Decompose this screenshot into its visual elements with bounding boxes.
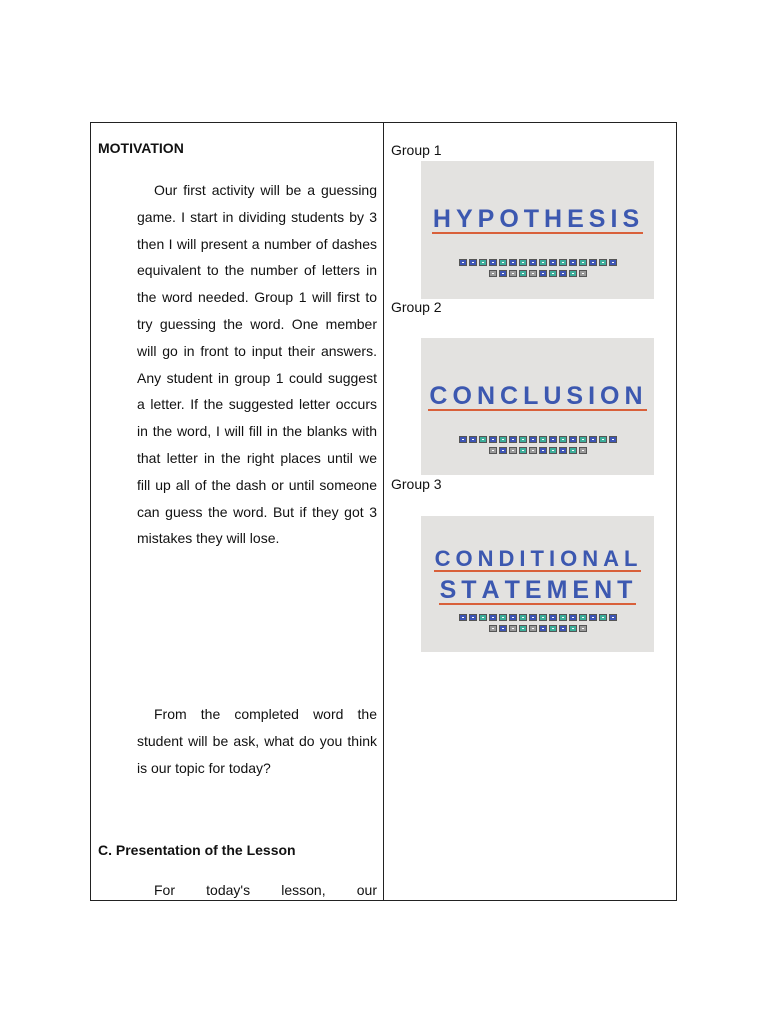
letter-key <box>509 447 517 454</box>
letter-key <box>499 447 507 454</box>
letter-key <box>459 436 467 443</box>
puzzle-letter: T <box>617 576 636 604</box>
puzzle-letter: O <box>452 382 475 410</box>
letter-key <box>499 625 507 632</box>
letter-key <box>459 259 467 266</box>
letter-key <box>499 259 507 266</box>
letter-key <box>519 625 527 632</box>
letter-key <box>559 614 567 621</box>
puzzle-letter: N <box>594 576 616 604</box>
keyboard-row <box>421 436 654 445</box>
group-3-hangman-puzzle <box>421 516 654 652</box>
puzzle-letter: T <box>461 576 480 604</box>
letter-key <box>519 270 527 277</box>
letter-key <box>589 614 597 621</box>
letter-key <box>529 614 537 621</box>
puzzle-letter: L <box>623 546 641 571</box>
letter-key <box>469 436 477 443</box>
letter-key <box>579 447 587 454</box>
puzzle-letter: T <box>530 546 547 571</box>
letter-key <box>569 447 577 454</box>
letter-key <box>569 270 577 277</box>
keyboard-row <box>421 447 654 456</box>
letter-key <box>569 436 577 443</box>
puzzle-letter: C <box>500 382 522 410</box>
letter-key <box>529 447 537 454</box>
letter-key <box>479 436 487 443</box>
puzzle-letter: D <box>498 546 518 571</box>
letter-key <box>539 625 547 632</box>
letter-key <box>489 614 497 621</box>
puzzle-letter: H <box>432 205 454 233</box>
letter-key <box>559 270 567 277</box>
letter-key <box>479 614 487 621</box>
letter-key <box>609 614 617 621</box>
puzzle-letter: N <box>624 382 646 410</box>
puzzle-letter: O <box>499 205 522 233</box>
letter-key <box>589 259 597 266</box>
letter-key <box>589 436 597 443</box>
letter-key <box>529 259 537 266</box>
puzzle-letter: T <box>523 205 543 233</box>
group-3-letter-keyboard <box>421 614 654 636</box>
presentation-heading: C. Presentation of the Lesson <box>98 842 296 858</box>
activity-description: Our first activity will be a guessing game. I start in dividing students by 3 then I will present a number of dashes equivalent to the number of letters in the word needed. Group 1 will first to try guessing the word. One member will go in front to input their answers. Any student in group 1 could suggest a letter. If the suggested letter occurs in the word, I will fill in the blanks with that letter in the right places until we fill up all of the dash or until someone can guess the word. But if they got 3 mistakes they will lose. <box>137 182 377 547</box>
letter-key <box>609 259 617 266</box>
letter-key <box>529 625 537 632</box>
puzzle-letter: O <box>600 382 623 410</box>
letter-key <box>519 447 527 454</box>
puzzle-letter: O <box>560 546 581 571</box>
letter-key <box>559 259 567 266</box>
puzzle-letter: O <box>455 546 476 571</box>
puzzle-letter: H <box>544 205 566 233</box>
puzzle-letter: N <box>477 546 497 571</box>
topic-question: From the completed word the student will be ask, what do you think is our topic for today? <box>137 706 377 776</box>
letter-key <box>499 614 507 621</box>
letter-key <box>479 259 487 266</box>
letter-key <box>579 625 587 632</box>
letter-key <box>469 614 477 621</box>
letter-key <box>509 436 517 443</box>
letter-key <box>489 447 497 454</box>
letter-key <box>599 614 607 621</box>
puzzle-letter: L <box>523 382 542 410</box>
letter-key <box>469 259 477 266</box>
letter-key <box>509 625 517 632</box>
group-2-word <box>421 382 654 411</box>
puzzle-letter: S <box>622 205 643 233</box>
letter-key <box>519 614 527 621</box>
letter-key <box>609 436 617 443</box>
group-3-word-line-2 <box>421 576 654 605</box>
letter-key <box>539 259 547 266</box>
puzzle-letter: N <box>582 546 602 571</box>
letter-key <box>599 436 607 443</box>
puzzle-letter: I <box>588 382 599 410</box>
letter-key <box>499 270 507 277</box>
puzzle-letter: A <box>603 546 622 571</box>
letter-key <box>579 436 587 443</box>
keyboard-row <box>421 259 654 268</box>
puzzle-letter: Y <box>455 205 476 233</box>
keyboard-row <box>421 614 654 623</box>
puzzle-letter: C <box>429 382 451 410</box>
puzzle-letter: P <box>477 205 498 233</box>
puzzle-letter: E <box>524 576 545 604</box>
letter-key <box>459 614 467 621</box>
letter-key <box>539 436 547 443</box>
group-3-word-line-1 <box>421 546 654 572</box>
puzzle-letter: I <box>519 546 529 571</box>
letter-key <box>599 259 607 266</box>
letter-key <box>549 436 557 443</box>
letter-key <box>559 625 567 632</box>
group-3-label: Group 3 <box>391 476 442 492</box>
group-1-letter-keyboard <box>421 259 654 281</box>
letter-key <box>539 447 547 454</box>
lesson-plan-table <box>90 122 677 901</box>
group-2-label: Group 2 <box>391 299 442 315</box>
letter-key <box>569 625 577 632</box>
letter-key <box>509 270 517 277</box>
motivation-heading: MOTIVATION <box>98 140 184 156</box>
letter-key <box>529 436 537 443</box>
letter-key <box>549 447 557 454</box>
puzzle-letter: U <box>543 382 565 410</box>
letter-key <box>529 270 537 277</box>
puzzle-letter: T <box>504 576 523 604</box>
letter-key <box>549 614 557 621</box>
puzzle-letter: E <box>572 576 593 604</box>
group-1-word <box>421 205 654 234</box>
group-2-letter-keyboard <box>421 436 654 458</box>
left-column <box>91 123 384 900</box>
presentation-text: For today's lesson, our <box>154 882 377 898</box>
keyboard-row <box>421 270 654 279</box>
group-1-hangman-puzzle <box>421 161 654 299</box>
letter-key <box>539 270 547 277</box>
letter-key <box>519 259 527 266</box>
puzzle-letter: C <box>434 546 454 571</box>
puzzle-letter: I <box>610 205 621 233</box>
puzzle-letter: S <box>588 205 609 233</box>
puzzle-letter: M <box>546 576 571 604</box>
letter-key <box>519 436 527 443</box>
letter-key <box>549 259 557 266</box>
puzzle-letter: E <box>567 205 587 233</box>
letter-key <box>489 436 497 443</box>
group-1-label: Group 1 <box>391 142 442 158</box>
letter-key <box>489 625 497 632</box>
letter-key <box>489 259 497 266</box>
letter-key <box>559 436 567 443</box>
letter-key <box>579 270 587 277</box>
right-column <box>384 123 676 900</box>
puzzle-letter: N <box>476 382 498 410</box>
puzzle-letter: S <box>439 576 460 604</box>
letter-key <box>499 436 507 443</box>
puzzle-letter: S <box>566 382 587 410</box>
letter-key <box>549 625 557 632</box>
letter-key <box>539 614 547 621</box>
letter-key <box>569 614 577 621</box>
puzzle-letter: A <box>481 576 503 604</box>
letter-key <box>579 259 587 266</box>
puzzle-letter: I <box>548 546 559 571</box>
group-2-hangman-puzzle <box>421 338 654 475</box>
keyboard-row <box>421 625 654 634</box>
letter-key <box>559 447 567 454</box>
letter-key <box>579 614 587 621</box>
letter-key <box>569 259 577 266</box>
letter-key <box>549 270 557 277</box>
letter-key <box>509 259 517 266</box>
letter-key <box>489 270 497 277</box>
letter-key <box>509 614 517 621</box>
